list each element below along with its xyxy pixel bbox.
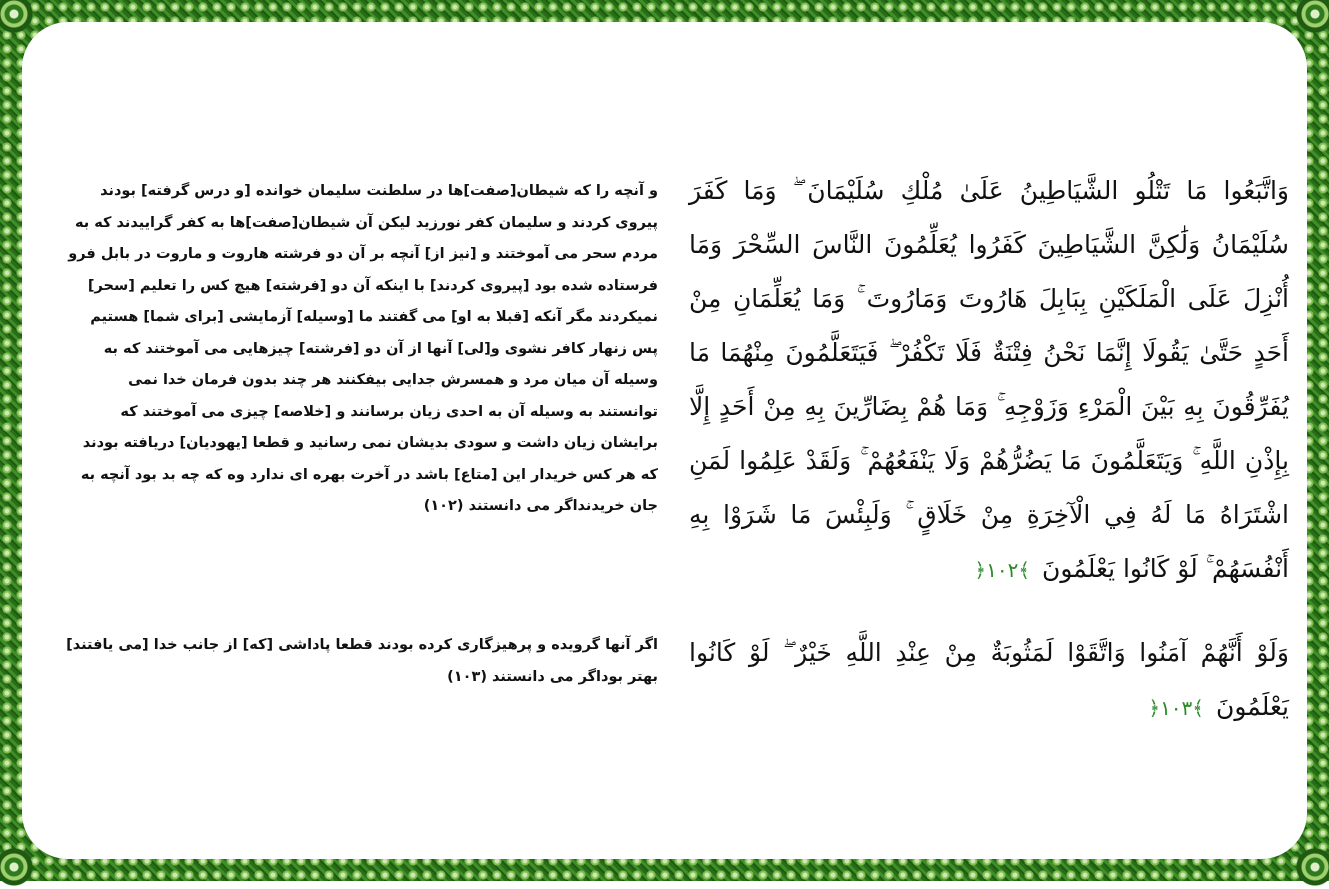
persian-translation-102: و آنچه را که شیطان[صفت]ها در سلطنت سلیمان خوانده [و درس گرفته] بودند پیروی کردند و سلیمان کفر نورزید لیکن آن شیطان[صفت]ها به کفر گراییدند که به مردم سحر می آموختند و [نیز از] آنچه بر آن دو فرشته هاروت و ماروت در بابل فرو فرستاده شده بود [پیروی کردند] با اینکه آن دو [فرشته] هیچ کس را تعلیم [سحر] نمیکردند مگر آنکه [قبلا به او] می گفتند ما [وسیله] آزمایشی [برای شما] هستیم پس زنهار کافر نشوی و[لی] آنها از آن دو [فرشته] چیزهایی می آموختند که به وسیله آن میان مرد و همسرش جدایی بیفکنند هر چند بدون فرمان خدا نمی توانستند به وسیله آن به احدی زیان برسانند و [خلاصه] چیزی می آموختند که برایشان زیان داشت و سودی بدیشان نمی رسانید و قطعا [یهودیان] دریافته بودند که هر کس خریدار این [متاع] باشد در آخرت بهره ای ندارد وه که چه بد بود آنچه به جان خریدنداگر می دانستند (۱۰۲): [68, 183, 658, 514]
verse-number-badge: ﴾١٠٢﴿: [974, 558, 1031, 582]
corner-ornament-icon: [0, 845, 36, 889]
corner-ornament-icon: [1293, 845, 1329, 889]
corner-ornament-icon: [1293, 0, 1329, 36]
arabic-text: وَلَوْ أَنَّهُمْ آمَنُوا وَاتَّقَوْا لَمَثُوبَةٌ مِنْ عِنْدِ اللَّهِ خَيْرٌ ۖ لَوْ كَانُوا يَعْلَمُونَ: [689, 638, 1289, 721]
arabic-verse-103: [689, 626, 1289, 735]
arabic-verse-102: [689, 164, 1289, 597]
verse-number-badge: ﴾١٠٣﴿: [1148, 696, 1205, 720]
persian-translation-103: اگر آنها گرویده و پرهیزگاری کرده بودند قطعا پاداشی [که] از جانب خدا [می یافتند] بهتر بوداگر می دانستند (۱۰۳): [66, 637, 658, 685]
arabic-text: وَاتَّبَعُوا مَا تَتْلُو الشَّيَاطِينُ عَلَىٰ مُلْكِ سُلَيْمَانَ ۖ وَمَا كَفَرَ سُلَيْمَانُ وَلَٰكِنَّ الشَّيَاطِينَ كَفَرُوا يُعَلِّمُونَ النَّاسَ السِّحْرَ وَمَا أُنْزِلَ عَلَى الْمَلَكَيْنِ بِبَابِلَ هَارُوتَ وَمَارُوتَ ۚ وَمَا يُعَلِّمَانِ مِنْ أَحَدٍ حَتَّىٰ يَقُولَا إِنَّمَا نَحْنُ فِتْنَةٌ فَلَا تَكْفُرْ ۖ فَيَتَعَلَّمُونَ مِنْهُمَا مَا يُفَرِّقُونَ بِهِ بَيْنَ الْمَرْءِ وَزَوْجِهِ ۚ وَمَا هُمْ بِضَارِّينَ بِهِ مِنْ أَحَدٍ إِلَّا بِإِذْنِ اللَّهِ ۚ وَيَتَعَلَّمُونَ مَا يَضُرُّهُمْ وَلَا يَنْفَعُهُمْ ۚ وَلَقَدْ عَلِمُوا لَمَنِ اشْتَرَاهُ مَا لَهُ فِي الْآخِرَةِ مِنْ خَلَاقٍ ۚ وَلَبِئْسَ مَا شَرَوْا بِهِ أَنْفُسَهُمْ ۚ لَوْ كَانُوا يَعْلَمُونَ: [689, 176, 1289, 583]
corner-ornament-icon: [0, 0, 36, 36]
